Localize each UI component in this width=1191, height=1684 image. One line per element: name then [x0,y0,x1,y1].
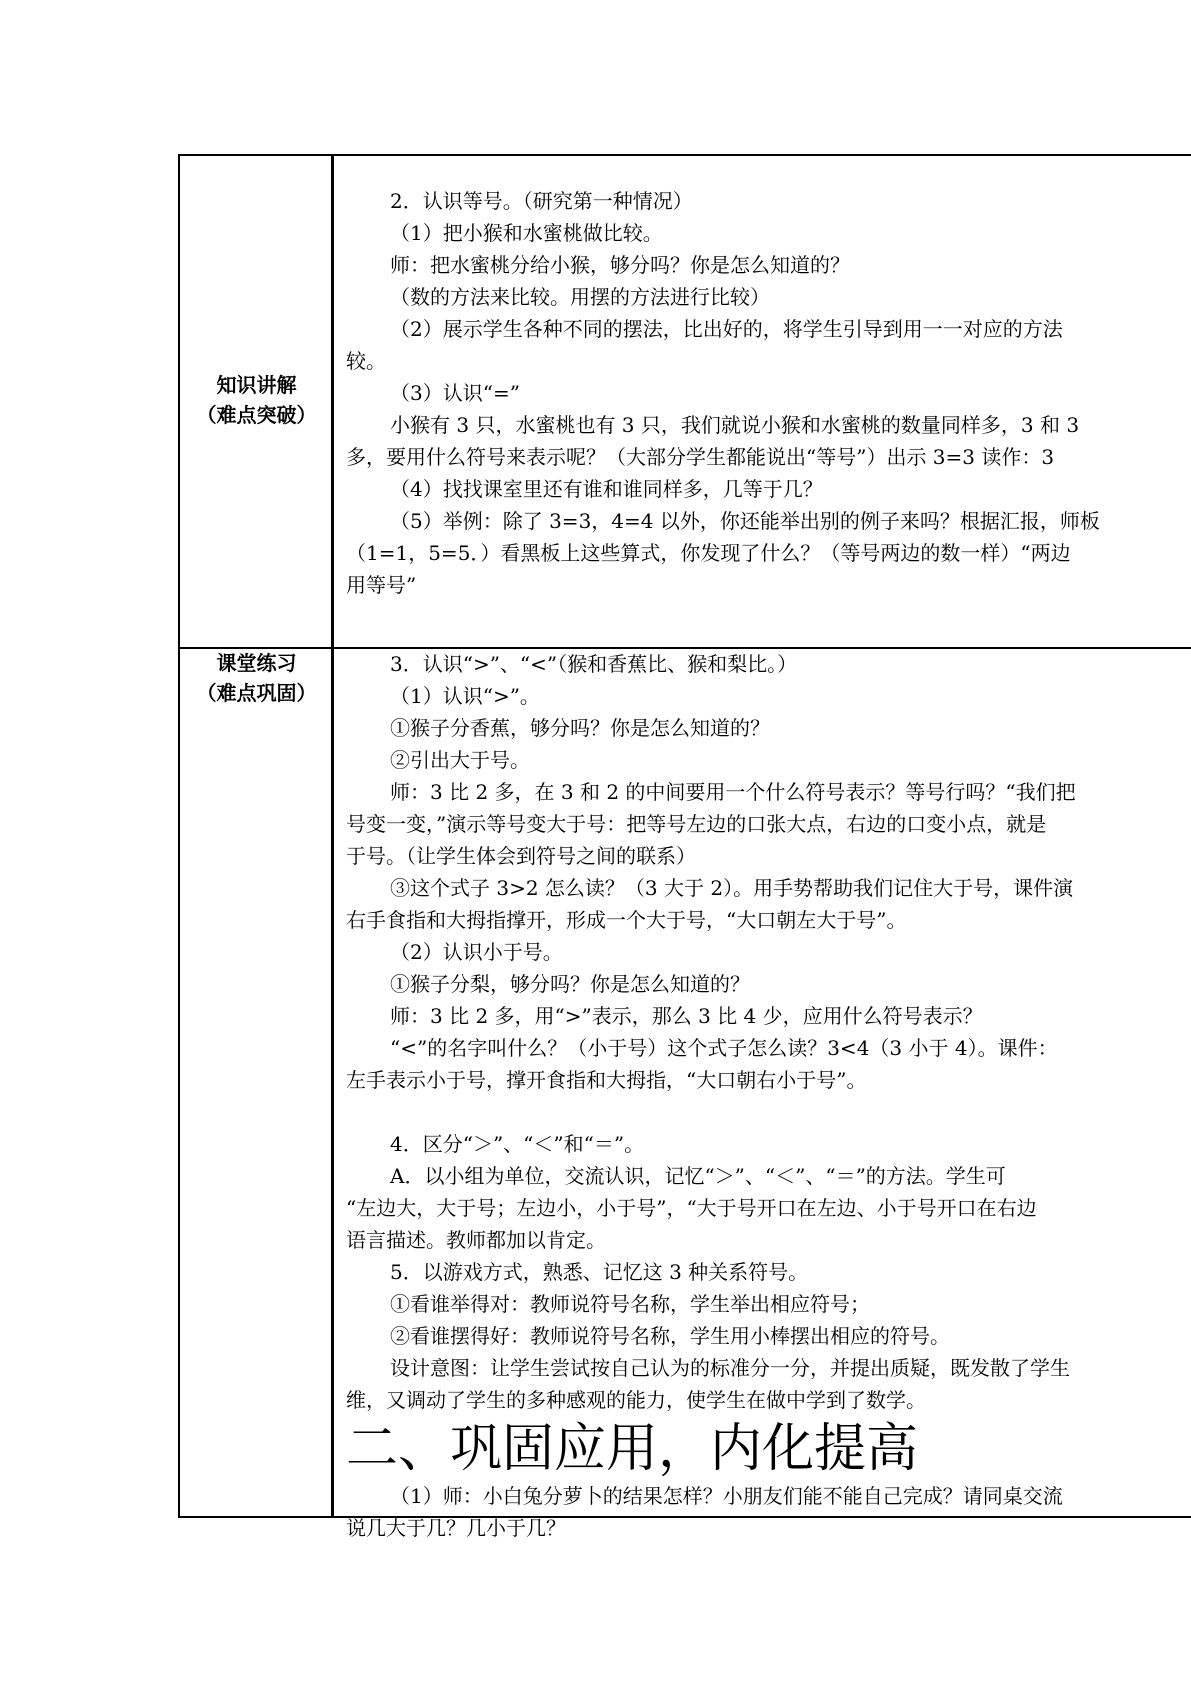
paragraph-line: 右手食指和大拇指撑开，形成一个大于号，“大口朝左大于号”。 [346,908,907,932]
paragraph-line: “<”的名字叫什么？（小于号）这个式子怎么读？3<4（3 小于 4）。课件： [390,1036,1058,1060]
label-line: （难点巩固） [196,681,317,705]
paragraph-line: ①看谁举得对：教师说符号名称，学生举出相应符号； [390,1292,870,1316]
paragraph-line: （1）认识“>”。 [390,684,540,708]
paragraph-line: ②引出大于号。 [390,748,530,772]
paragraph-line: 维，又调动了学生的多种感观的能力，使学生在做中学到了数学。 [346,1388,926,1412]
paragraph-line: 小猴有 3 只，水蜜桃也有 3 只，我们就说小猴和水蜜桃的数量同样多，3 和 3 [390,413,1080,437]
paragraph-line: ①猴子分梨，够分吗？你是怎么知道的？ [390,972,750,996]
paragraph-line: 2．认识等号。（研究第一种情况） [390,189,693,213]
table-left-border [178,154,180,1518]
paragraph-line: 师：把水蜜桃分给小猴，够分吗？你是怎么知道的？ [390,253,850,277]
paragraph-line: A．以小组为单位，交流认识，记忆“＞”、“＜”、“＝”的方法。学生可 [390,1164,1006,1188]
paragraph-line: （1）把小猴和水蜜桃做比较。 [390,221,663,245]
paragraph-line: （5）举例：除了 3=3，4=4 以外，你还能举出别的例子来吗？根据汇报，师板 [390,509,1100,533]
paragraph-line: 多，要用什么符号来表示呢？（大部分学生都能说出“等号”）出示 3=3 读作：3 [346,445,1055,469]
paragraph-line: （4）找找课室里还有谁和谁同样多，几等于几？ [390,477,823,501]
paragraph-line: ①猴子分香蕉，够分吗？你是怎么知道的？ [390,716,770,740]
label-line: 知识讲解 [216,373,297,397]
paragraph-line: （2）认识小于号。 [390,940,563,964]
paragraph-line: 语言描述。教师都加以肯定。 [346,1228,606,1252]
paragraph-line: 师：3 比 2 多，在 3 和 2 的中间要用一个什么符号表示？等号行吗？“我们把 [390,780,1076,804]
knowledge-content [346,185,1191,601]
paragraph-line: 设计意图：让学生尝试按自己认为的标准分一分，并提出质疑，既发散了学生 [390,1356,1070,1380]
table-top-border [178,154,1191,156]
paragraph-line: 号变一变，”演示等号变大于号：把等号左边的口张大点，右边的口变小点，就是 [346,812,1047,836]
paragraph-line: ②看谁摆得好：教师说符号名称，学生用小棒摆出相应的符号。 [390,1324,950,1348]
column-divider [331,154,334,1518]
paragraph-line: 于号。（让学生体会到符号之间的联系） [346,844,696,868]
paragraph-line: 用等号” [346,573,417,597]
paragraph-line: 5．以游戏方式，熟悉、记忆这 3 种关系符号。 [390,1260,809,1284]
section-heading: 二、巩固应用，内化提高 [346,1419,919,1479]
paragraph-line: （3）认识“=” [390,381,520,405]
paragraph-line: （数的方法来比较。用摆的方法进行比较） [390,285,770,309]
paragraph-line: （1）师：小白兔分萝卜的结果怎样？小朋友们能不能自己完成？请同桌交流 [390,1484,1063,1508]
label-line: 课堂练习 [216,651,297,675]
paragraph-line: ③这个式子 3>2 怎么读？（3 大于 2）。用手势帮助我们记住大于号，课件演 [390,876,1074,900]
label-line: （难点突破） [196,403,317,427]
paragraph-line: 师：3 比 2 多，用“>”表示，那么 3 比 4 少，应用什么符号表示？ [390,1004,983,1028]
row-label-knowledge [182,370,331,430]
paragraph-line: 说几大于几？几小于几？ [346,1516,566,1540]
paragraph-line: 4．区分“＞”、“＜”和“＝”。 [390,1132,645,1156]
paragraph-line: （2）展示学生各种不同的摆法，比出好的，将学生引导到用一一对应的方法 [390,317,1063,341]
paragraph-line: 左手表示小于号，撑开食指和大拇指，“大口朝右小于号”。 [346,1068,867,1092]
row-label-practice [182,648,331,708]
paragraph-line: 3．认识“>”、“<”（猴和香蕉比、猴和梨比。） [390,652,798,676]
paragraph-line [346,1096,1191,1128]
paragraph-line: “左边大，大于号；左边小，小于号”，“大于号开口在左边、小于号开口在右边 [346,1196,1037,1220]
paragraph-line: 较。 [346,349,386,373]
paragraph-line: （1=1，5=5．）看黑板上这些算式，你发现了什么？（等号两边的数一样）“两边 [346,541,1071,565]
practice-content [346,648,1191,1544]
